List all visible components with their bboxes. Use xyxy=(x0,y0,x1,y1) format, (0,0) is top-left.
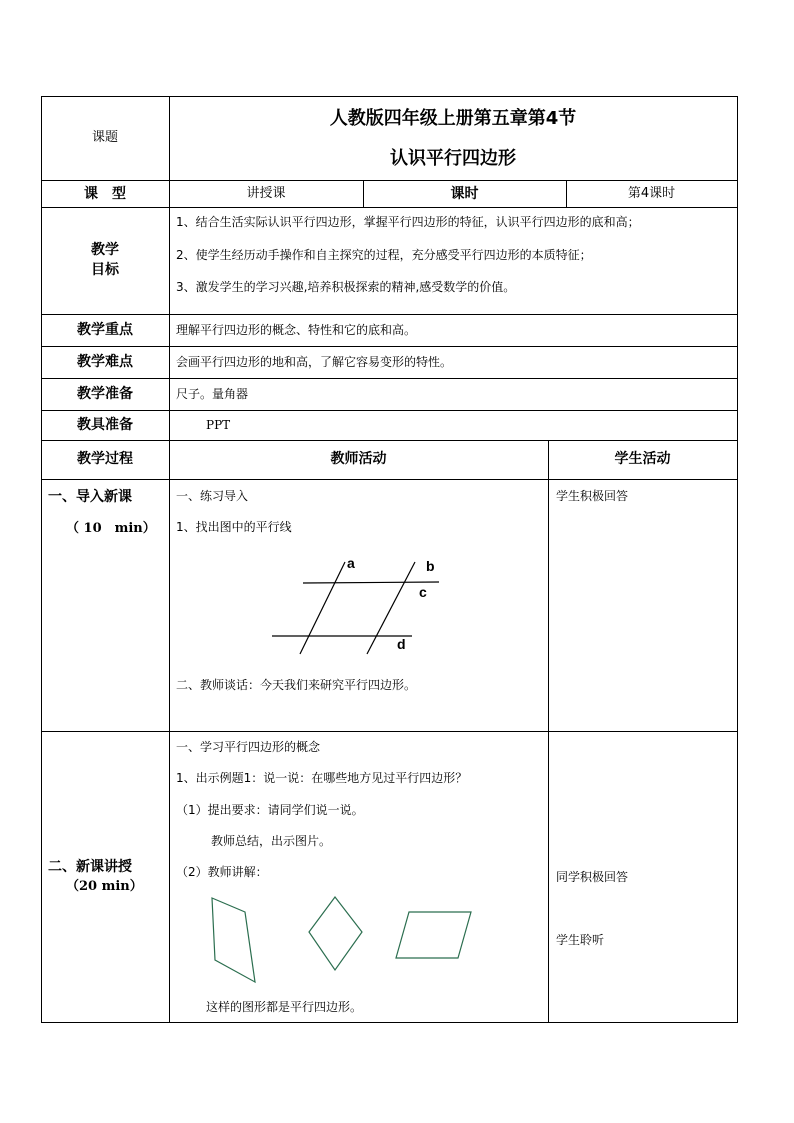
difficulty-value: 会画平行四边形的地和高，了解它容易变形的特性。 xyxy=(176,355,453,369)
section2-teacher-line: 1、出示例题1：说一说：在哪些地方见过平行四边形？ xyxy=(176,771,468,785)
section2-stage: 二、新课讲授 xyxy=(48,859,132,875)
section2-student-line: 同学积极回答 xyxy=(556,870,629,884)
section2-teacher-line: （1）提出要求：请同学们说一说。 xyxy=(176,803,364,817)
preparation-label: 教学准备 xyxy=(77,386,133,402)
objectives-label-line1: 教学 xyxy=(91,242,119,258)
section1-teacher-after: 二、教师谈话：今天我们来研究平行四边形。 xyxy=(176,678,417,692)
parallelogram-tall-icon xyxy=(212,898,255,982)
line-label-d: d xyxy=(397,636,406,652)
section1-stage: 一、导入新课 xyxy=(48,489,132,505)
type-label: 课 型 xyxy=(84,186,126,202)
parallel-line-b xyxy=(367,562,415,654)
section1-teacher-line: 1、找出图中的平行线 xyxy=(176,520,292,534)
lesson-title-line1: 人教版四年级上册第五章第4节 xyxy=(329,108,577,129)
parallel-line-c xyxy=(303,582,439,583)
period-value: 第4课时 xyxy=(627,186,676,201)
objectives-label-line2: 目标 xyxy=(91,262,119,278)
type-value: 讲授课 xyxy=(246,186,286,201)
period-label: 课时 xyxy=(450,186,479,202)
key-point-value: 理解平行四边形的概念、特性和它的底和高。 xyxy=(176,323,417,337)
section2-teacher-line: 教师总结，出示图片。 xyxy=(211,834,332,848)
topic-label: 课题 xyxy=(91,130,118,145)
parallelogram-wide-icon xyxy=(396,912,471,958)
process-header: 教学过程 xyxy=(77,451,133,467)
rhombus-icon xyxy=(309,897,362,970)
line-label-a: a xyxy=(347,555,355,571)
section1-student: 学生积极回答 xyxy=(556,489,629,503)
lesson-title-line2: 认识平行四边形 xyxy=(390,148,516,169)
section2-teacher-line: （2）教师讲解： xyxy=(176,865,268,879)
line-label-c: c xyxy=(419,584,427,600)
parallelogram-shapes-figure xyxy=(200,890,490,990)
section1-teacher-line: 一、练习导入 xyxy=(176,489,249,503)
section2-teacher-line: 一、学习平行四边形的概念 xyxy=(176,740,321,754)
tools-label: 教具准备 xyxy=(77,417,133,433)
student-activity-header: 学生活动 xyxy=(614,451,671,467)
teacher-activity-header: 教师活动 xyxy=(330,451,387,467)
preparation-value: 尺子。量角器 xyxy=(176,387,249,401)
tools-value: PPT xyxy=(206,418,231,432)
objective-item: 3、激发学生的学习兴趣,培养积极探索的精神,感受数学的价值。 xyxy=(176,280,516,294)
key-point-label: 教学重点 xyxy=(77,322,133,338)
parallel-line-a xyxy=(300,562,345,654)
section2-student-line: 学生聆听 xyxy=(556,933,605,947)
objective-item: 2、使学生经历动手操作和自主探究的过程，充分感受平行四边形的本质特征； xyxy=(176,248,592,262)
difficulty-label: 教学难点 xyxy=(77,354,133,370)
objective-item: 1、结合生活实际认识平行四边形，掌握平行四边形的特征，认识平行四边形的底和高； xyxy=(176,215,640,229)
section2-time: （20 min） xyxy=(66,879,143,894)
line-label-b: b xyxy=(426,558,435,574)
section1-time: （ 10 min） xyxy=(66,521,156,536)
section2-teacher-after: 这样的图形都是平行四边形。 xyxy=(206,1000,363,1014)
